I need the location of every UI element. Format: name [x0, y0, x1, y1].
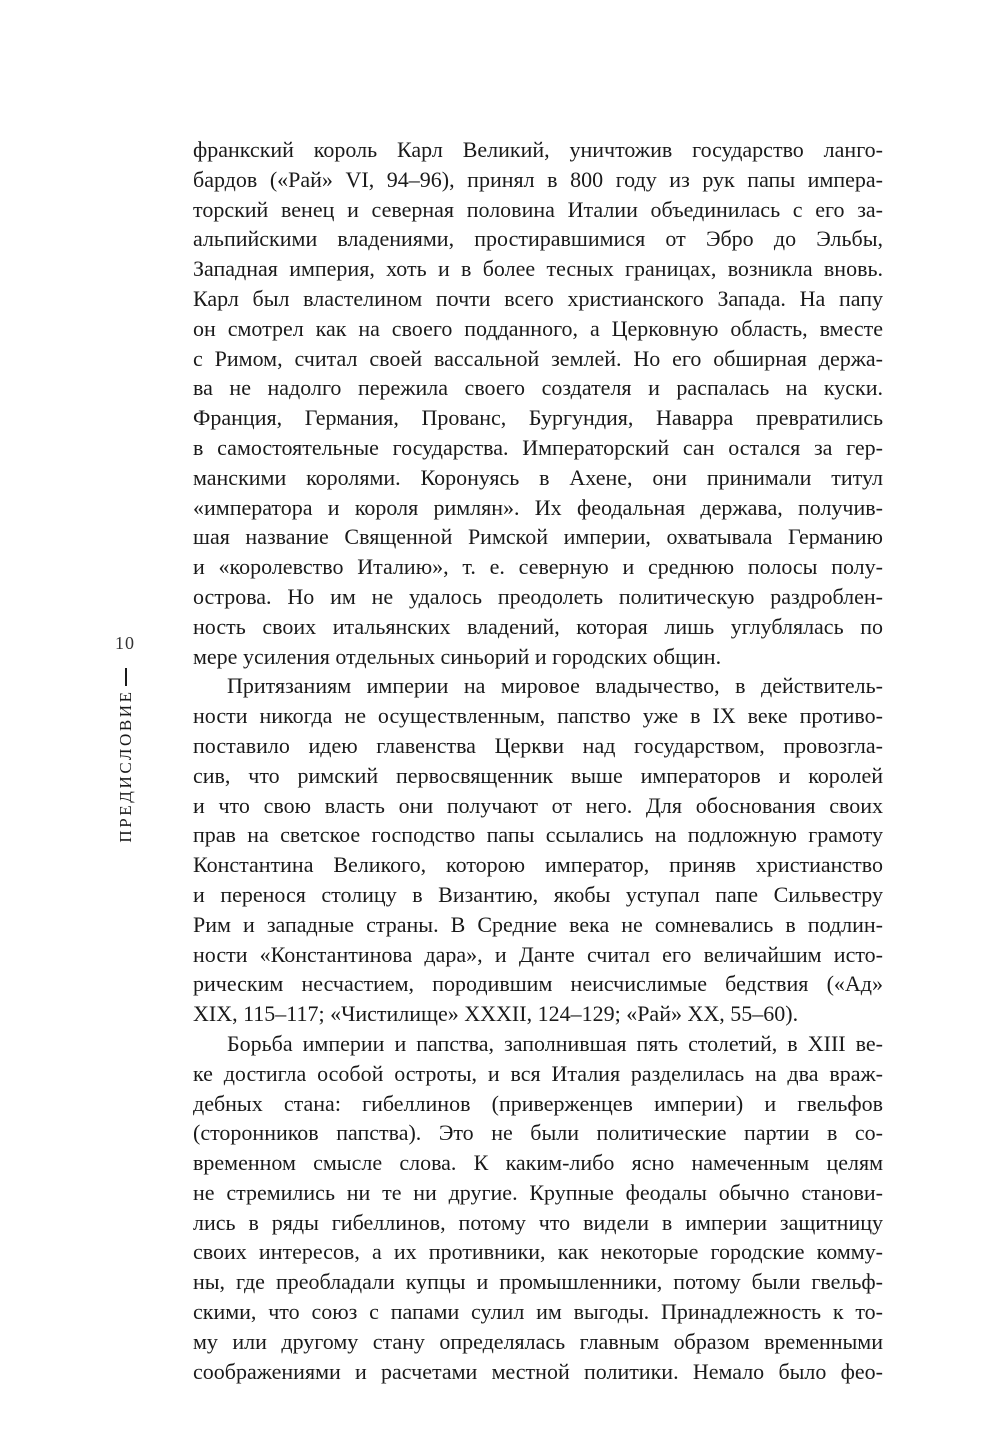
text-line: не стремились ни те ни другие. Крупные феодалы обычно станови-: [193, 1179, 883, 1205]
text-line: шая название Священной Римской империи, охватывала Германию: [193, 524, 883, 550]
text-line: Рим и западные страны. В Средние века не сомневались в подлин-: [193, 911, 883, 937]
text-line: дебных стана: гибеллинов (приверженцев империи) и гвельфов: [193, 1090, 883, 1116]
text-line: ности «Константинова дара», и Данте считал его величайшим исто-: [193, 941, 883, 967]
text-line: соображениями и расчетами местной политики. Немало было фео-: [193, 1358, 883, 1384]
text-line: XIX, 115–117; «Чистилище» XXXII, 124–129; «Рай» XX, 55–60).: [193, 1001, 799, 1027]
body-text: [193, 135, 883, 1386]
text-line: и перенося столицу в Византию, якобы уступал папе Сильвестру: [193, 881, 883, 907]
text-line: он смотрел как на своего подданного, а Церковную область, вместе: [193, 315, 883, 341]
text-line: ке достигла особой остроты, и вся Италия разделилась на два враж-: [193, 1060, 883, 1086]
text-line: поставило идею главенства Церкви над государством, провозгла-: [193, 732, 883, 758]
text-line: прав на светское господство папы ссылались на подложную грамоту: [193, 822, 883, 848]
margin-rule: [125, 668, 127, 686]
text-line: Борьба империи и папства, заполнившая пять столетий, в XIII ве-: [227, 1030, 883, 1056]
text-line: манскими королями. Коронуясь в Ахене, они принимали титул: [193, 464, 883, 490]
text-line: ны, где преобладали купцы и промышленники, потому были гвельф-: [193, 1269, 883, 1295]
text-line: и что свою власть они получают от него. Для обоснования своих: [193, 792, 883, 818]
text-line: скими, что союз с папами сулил им выгоды. Принадлежность к то-: [193, 1299, 883, 1325]
text-line: сив, что римский первосвященник выше императоров и королей: [193, 762, 883, 788]
text-line: мере усиления отдельных синьорий и городских общин.: [193, 643, 722, 669]
text-line: Франция, Германия, Прованс, Бургундия, Наварра превратились: [193, 405, 883, 431]
text-line: Константина Великого, которою император, приняв христианство: [193, 852, 883, 878]
text-line: альпийскими владениями, простиравшимися от Эбро до Эльбы,: [193, 226, 883, 252]
text-line: временном смысле слова. К каким-либо ясно намеченным целям: [193, 1150, 883, 1176]
text-line: Карл был властелином почти всего христианского Запада. На папу: [193, 285, 883, 311]
text-line: бардов («Рай» VI, 94–96), принял в 800 году из рук папы импера-: [193, 166, 883, 192]
text-line: Притязаниям империи на мировое владычество, в действитель-: [227, 673, 883, 699]
paragraph: [193, 135, 883, 671]
text-line: франкский король Карл Великий, уничтожив государство ланго-: [193, 137, 883, 162]
text-line: «императора и короля римлян». Их феодальная держава, получив-: [193, 494, 883, 520]
text-line: Западная империя, хоть и в более тесных границах, возникла вновь.: [193, 256, 883, 282]
text-line: му или другому стану определялась главным образом временными: [193, 1328, 883, 1354]
text-line: ва не надолго пережила своего создателя и распалась на куски.: [193, 375, 883, 401]
text-line: и «королевство Италию», т. е. северную и среднюю полосы полу-: [193, 554, 883, 580]
text-line: рическим несчастием, породившим неисчислимые бедствия («Ад»: [193, 971, 883, 997]
text-line: ность своих итальянских владений, которая лишь углублялась по: [193, 613, 883, 639]
text-line: лись в ряды гибеллинов, потому что видели в империи защитницу: [193, 1209, 883, 1235]
paragraph: [193, 1029, 883, 1387]
page-number: 10: [115, 633, 135, 653]
paragraph: [193, 671, 883, 1029]
text-line: ности никогда не осуществленным, папство уже в IX веке противо-: [193, 703, 883, 729]
text-line: в самостоятельные государства. Императорский сан остался за гер-: [193, 434, 883, 460]
text-line: своих интересов, а их противники, как некоторые городские комму-: [193, 1239, 883, 1265]
text-line: торский венец и северная половина Италии объединилась с его за-: [193, 196, 883, 222]
running-head: ПРЕДИСЛОВИЕ: [116, 689, 135, 843]
text-line: (сторонников папства). Это не были политические партии в со-: [193, 1120, 883, 1146]
text-line: с Римом, считал своей вассальной землей. Но его обширная держа-: [193, 345, 883, 371]
text-line: острова. Но им не удалось преодолеть политическую раздроблен-: [193, 583, 883, 609]
